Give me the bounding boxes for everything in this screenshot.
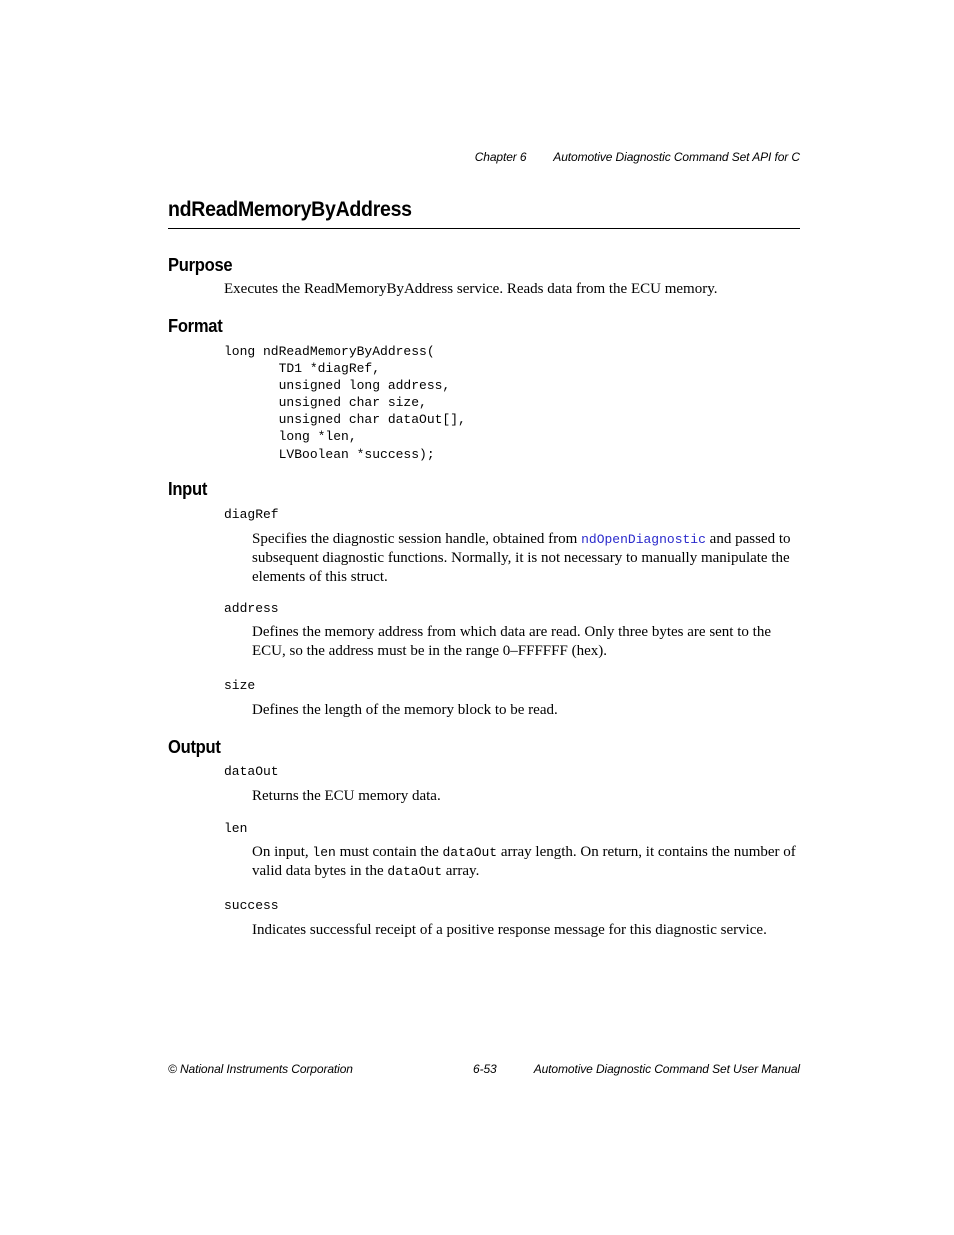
footer-page-number: 6-53 <box>473 1062 497 1076</box>
chapter-title: Automotive Diagnostic Command Set API for C <box>553 150 800 164</box>
param-desc-len <box>252 843 802 881</box>
function-signature: long ndReadMemoryByAddress( TD1 *diagRef, unsigned long address, unsigned char size, unsigned char dataOut[], long *len, LVBoolean *success); <box>224 344 466 462</box>
running-header <box>475 150 800 164</box>
output-heading: Output <box>168 737 221 757</box>
param-desc-address: Defines the memory address from which data are read. Only three bytes are sent to the ECU, so the address must be in the range 0–FFFFFF (hex). <box>252 624 771 659</box>
param-desc-text: On input, <box>252 844 313 860</box>
param-name-address: address <box>224 601 279 616</box>
footer-manual-title: Automotive Diagnostic Command Set User Manual <box>533 1062 800 1076</box>
param-name-dataout: dataOut <box>224 764 279 779</box>
param-name-len: len <box>224 821 248 836</box>
param-desc-text: Specifies the diagnostic session handle, obtained from <box>252 531 582 547</box>
param-name-success: success <box>224 898 279 913</box>
function-title: ndReadMemoryByAddress <box>168 198 412 221</box>
param-desc-text: array length. On return, it contains the number of valid data bytes in the <box>252 844 796 879</box>
purpose-text: Executes the ReadMemoryByAddress service. Reads data from the ECU memory. <box>224 281 718 297</box>
param-desc-text: array. <box>442 863 480 879</box>
inline-code-dataout: dataOut <box>387 864 442 879</box>
title-rule <box>168 228 800 229</box>
footer-copyright: © National Instruments Corporation <box>168 1062 353 1076</box>
param-desc-success: Indicates successful receipt of a positive response message for this diagnostic service. <box>252 922 767 938</box>
param-desc-text: must contain the <box>335 844 443 860</box>
format-heading: Format <box>168 316 223 336</box>
inline-code-len: len <box>312 845 336 860</box>
input-heading: Input <box>168 479 208 499</box>
param-desc-size: Defines the length of the memory block to be read. <box>252 702 558 718</box>
purpose-heading: Purpose <box>168 255 233 275</box>
param-desc-text: and passed to subsequent diagnostic functions. Normally, it is not necessary to manually manipulate the elements of this struct. <box>252 531 791 585</box>
ndopendiagnostic-link[interactable]: ndOpenDiagnostic <box>581 532 706 547</box>
param-desc-diagref <box>252 530 802 587</box>
inline-code-dataout: dataOut <box>442 845 498 860</box>
param-name-diagref: diagRef <box>224 507 279 522</box>
param-name-size: size <box>224 678 256 693</box>
chapter-label: Chapter 6 <box>474 150 527 164</box>
param-desc-dataout: Returns the ECU memory data. <box>252 788 441 804</box>
